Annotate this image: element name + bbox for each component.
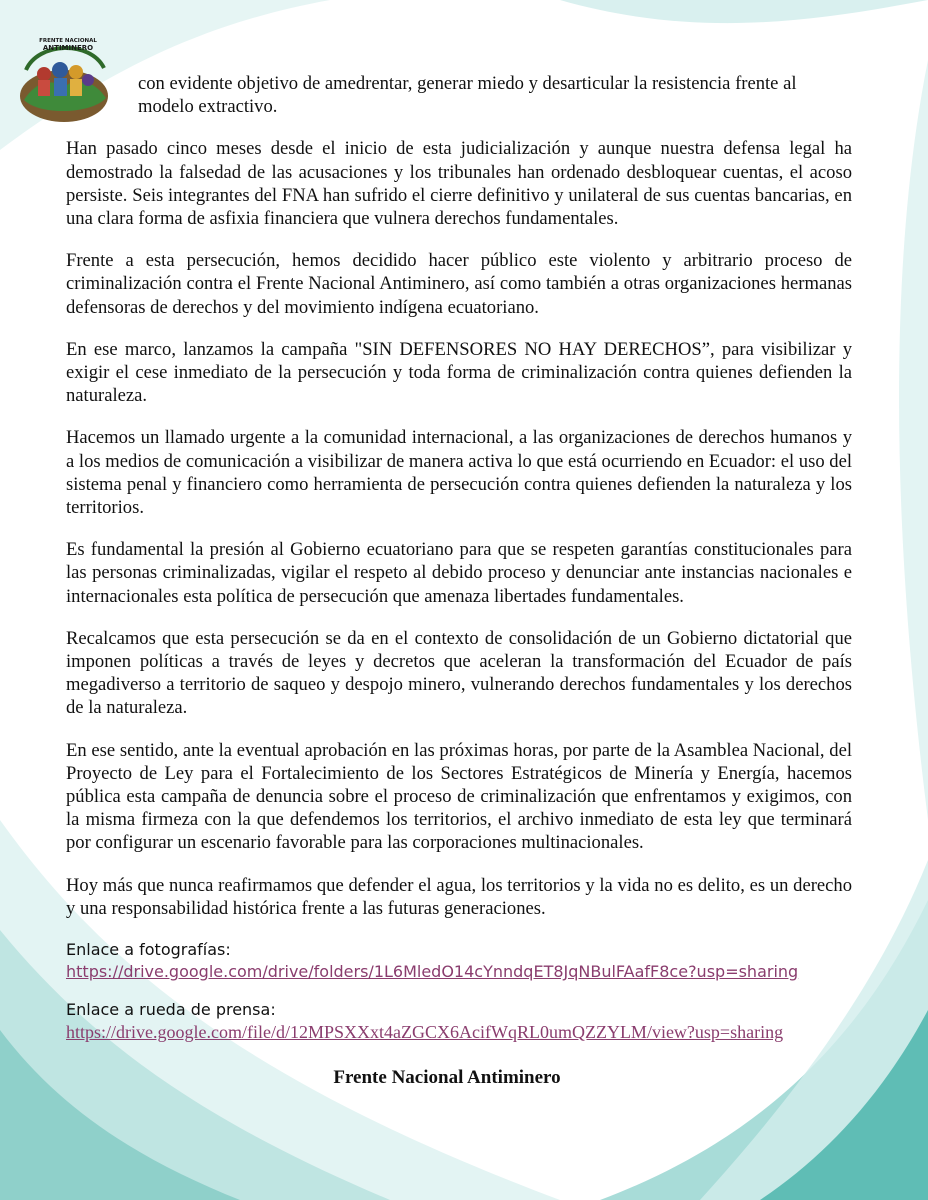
- paragraph-5: Hacemos un llamado urgente a la comunidad internacional, a las organizaciones de derechos humanos y a los medios de comunicación a visibilizar de manera activa lo que está ocurriendo en Ecuador: el uso del sistema penal y financiero como herramienta de persecución contra quienes defienden la naturaleza y los territorios.: [66, 427, 852, 519]
- logo-text-line1: FRENTE NACIONAL: [39, 38, 97, 44]
- photos-link-label: Enlace a fotografías:: [66, 940, 231, 960]
- paragraph-8: En ese sentido, ante la eventual aprobación en las próximas horas, por parte de la Asamblea Nacional, del Proyecto de Ley para el Fortalecimiento de los Sectores Estratégicos de Minería y Energía, hacemos pública esta campaña de denuncia sobre el proceso de criminalización que enfrentamos y exigimos, con la misma firmeza con la que defendemos los territorios, el archivo inmediato de esta ley que terminará por configurar un escenario favorable para las corporaciones multinacionales.: [66, 739, 852, 854]
- press-conference-link[interactable]: https://drive.google.com/file/d/12MPSXXxt4aZGCX6AcifWqRL0umQZZYLM/view?usp=sharing: [66, 1022, 784, 1043]
- signature: Frente Nacional Antiminero: [333, 1067, 561, 1089]
- wave-right-light: [899, 60, 928, 820]
- paragraph-4: En ese marco, lanzamos la campaña "SIN DEFENSORES NO HAY DERECHOS”, para visibilizar y exigir el cese inmediato de la persecución y toda forma de criminalización contra quienes defienden la naturaleza.: [66, 338, 852, 407]
- paragraph-9: Hoy más que nunca reafirmamos que defender el agua, los territorios y la vida no es delito, es un derecho y una responsabilidad histórica frente a las futuras generaciones.: [66, 874, 852, 919]
- wave-top-right: [560, 0, 928, 23]
- logo-figure-1: [37, 67, 51, 81]
- paragraph-3: Frente a esta persecución, hemos decidido hacer público este violento y arbitrario proceso de criminalización contra el Frente Nacional Antiminero, así como también a otras organizaciones hermanas defensoras de derechos y del movimiento indígena ecuatoriano.: [66, 250, 852, 318]
- paragraph-7: Recalcamos que esta persecución se da en el contexto de consolidación de un Gobierno dictatorial que imponen políticas a través de leyes y decretos que aceleran la transformación del Ecuador de país megadiverso a territorio de saqueo y despojo minero, vulnerando derechos fundamentales y los derechos de la naturaleza.: [66, 627, 852, 719]
- paragraph-6: Es fundamental la presión al Gobierno ecuatoriano para que se respeten garantías constitucionales para las personas criminalizadas, vigilar el respeto al debido proceso y denunciar ante instancias nacionales e internacionales esta política de persecución que amenaza libertades fundamentales.: [66, 539, 852, 607]
- logo-text-line2: ANTIMINERO: [42, 44, 94, 52]
- logo-figure-body-1: [38, 80, 50, 96]
- paragraph-1: con evidente objetivo de amedrentar, generar miedo y desarticular la resistencia frente al modelo extractivo.: [138, 73, 797, 118]
- document-body: [66, 72, 852, 1089]
- press-link-label: Enlace a rueda de prensa:: [66, 1000, 276, 1020]
- paragraph-2: Han pasado cinco meses desde el inicio de esta judicialización y aunque nuestra defensa legal ha demostrado la falsedad de las acusaciones y los tribunales han ordenado desbloquear cuentas, el acoso persiste. Seis integrantes del FNA han sufrido el cierre definitivo y unilateral de sus cuentas bancarias, en una clara forma de asfixia financiera que vulnera derechos fundamentales.: [66, 138, 852, 230]
- photos-link[interactable]: https://drive.google.com/drive/folders/1L6MledO14cYnndqET8JqNBulFAafF8ce?usp=sharing: [66, 962, 799, 982]
